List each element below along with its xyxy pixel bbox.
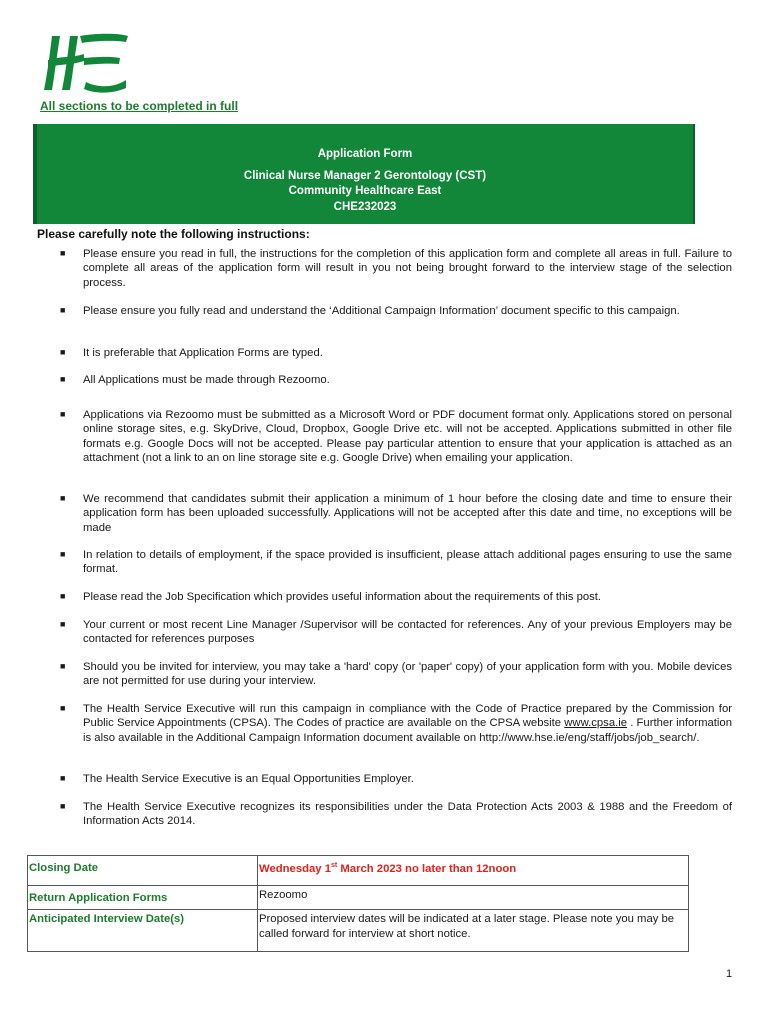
bullet-icon: ■ bbox=[60, 801, 66, 811]
form-title-banner bbox=[33, 124, 695, 224]
bullet-icon: ■ bbox=[60, 374, 66, 384]
bullet-icon: ■ bbox=[60, 347, 66, 357]
bullet-icon: ■ bbox=[60, 493, 66, 503]
bullet-icon: ■ bbox=[60, 248, 66, 258]
list-item: ■ The Health Service Executive will run this campaign in compliance with the Code of Practice prepared by the Commission for Public Service Appointments (CPSA). The Codes of practice are available on the CPSA website www.cpsa.ie . Further information is also available in the Additional Campaign Information document available on http://www.hse.ie/eng/staff/jobs/job_search/. bbox=[60, 703, 732, 744]
hse-logo bbox=[40, 30, 132, 94]
closing-date-label: Closing Date bbox=[28, 856, 258, 886]
bullet-icon: ■ bbox=[60, 773, 66, 783]
table-row bbox=[28, 886, 689, 910]
bullet-icon: ■ bbox=[60, 619, 66, 629]
list-item: ■ Applications via Rezoomo must be submitted as a Microsoft Word or PDF document format only. Applications stored on personal online storage sites, e.g. SkyDrive, Cloud, Dropbox, Google Drive etc. will not be accepted. Applications submitted in other file formats e.g. Google Docs will not be accepted. Please pay particular attention to ensure that your application is attached as an attachment (not a link to an on line storage site e.g. Google Drive) when emailing your application. bbox=[60, 409, 732, 464]
list-item: ■ In relation to details of employment, if the space provided is insufficient, please attach additional pages ensuring to use the same format. bbox=[60, 549, 732, 576]
page-number: 1 bbox=[726, 968, 733, 980]
bullet-icon: ■ bbox=[60, 661, 66, 671]
list-item: ■ Please read the Job Specification which provides useful information about the requirements of this post. bbox=[60, 591, 602, 603]
campaign-reference: CHE232023 bbox=[333, 200, 397, 213]
list-item: ■ The Health Service Executive is an Equal Opportunities Employer. bbox=[60, 773, 414, 785]
form-title: Application Form bbox=[317, 148, 413, 160]
list-item: ■ Please ensure you read in full, the instructions for the completion of this application form and complete all areas in full. Failure to complete all areas of the application form will result in you not being brought forward to the interview stage of the selection process. bbox=[60, 248, 732, 289]
table-row bbox=[28, 856, 689, 886]
interview-dates-label: Anticipated Interview Date(s) bbox=[28, 910, 258, 952]
bullet-icon: ■ bbox=[60, 409, 66, 419]
key-dates-table bbox=[27, 855, 689, 952]
completion-note: All sections to be completed in full bbox=[40, 99, 239, 113]
return-forms-value: Rezoomo bbox=[258, 886, 689, 910]
closing-date-value: Wednesday 1st March 2023 no later than 12noon bbox=[258, 856, 689, 886]
list-item: ■ All Applications must be made through Rezoomo. bbox=[60, 374, 330, 386]
list-item: ■ Should you be invited for interview, you may take a 'hard' copy (or 'paper' copy) of your application form with you. Mobile devices are not permitted for use during your interview. bbox=[60, 661, 732, 688]
table-row bbox=[28, 910, 689, 952]
list-item: ■ It is preferable that Application Forms are typed. bbox=[60, 347, 323, 359]
list-item: ■ Your current or most recent Line Manager /Supervisor will be contacted for references. Any of your previous Employers may be contacted for references purposes bbox=[60, 619, 732, 646]
bullet-icon: ■ bbox=[60, 703, 66, 713]
bullet-icon: ■ bbox=[60, 549, 66, 559]
instructions-heading: Please carefully note the following instructions: bbox=[37, 227, 310, 241]
bullet-icon: ■ bbox=[60, 305, 66, 315]
list-item: ■ The Health Service Executive recognizes its responsibilities under the Data Protection Acts 2003 & 1988 and the Freedom of Information Acts 2014. bbox=[60, 801, 732, 828]
cpsa-website-link[interactable]: www.cpsa.ie bbox=[564, 717, 628, 730]
post-title: Clinical Nurse Manager 2 Gerontology (CST) bbox=[243, 169, 487, 182]
interview-dates-value: Proposed interview dates will be indicated at a later stage. Please note you may be called forward for interview at short notice. bbox=[258, 910, 689, 952]
list-item: ■ We recommend that candidates submit their application a minimum of 1 hour before the closing date and time to ensure their application form has been uploaded successfully. Applications will not be accepted after this date and time, no exceptions will be made bbox=[60, 493, 732, 534]
list-item: ■ Please ensure you fully read and understand the ‘Additional Campaign Information’ document specific to this campaign. bbox=[60, 305, 680, 317]
return-forms-label: Return Application Forms bbox=[28, 886, 258, 910]
area-name: Community Healthcare East bbox=[288, 185, 442, 197]
bullet-icon: ■ bbox=[60, 591, 66, 601]
